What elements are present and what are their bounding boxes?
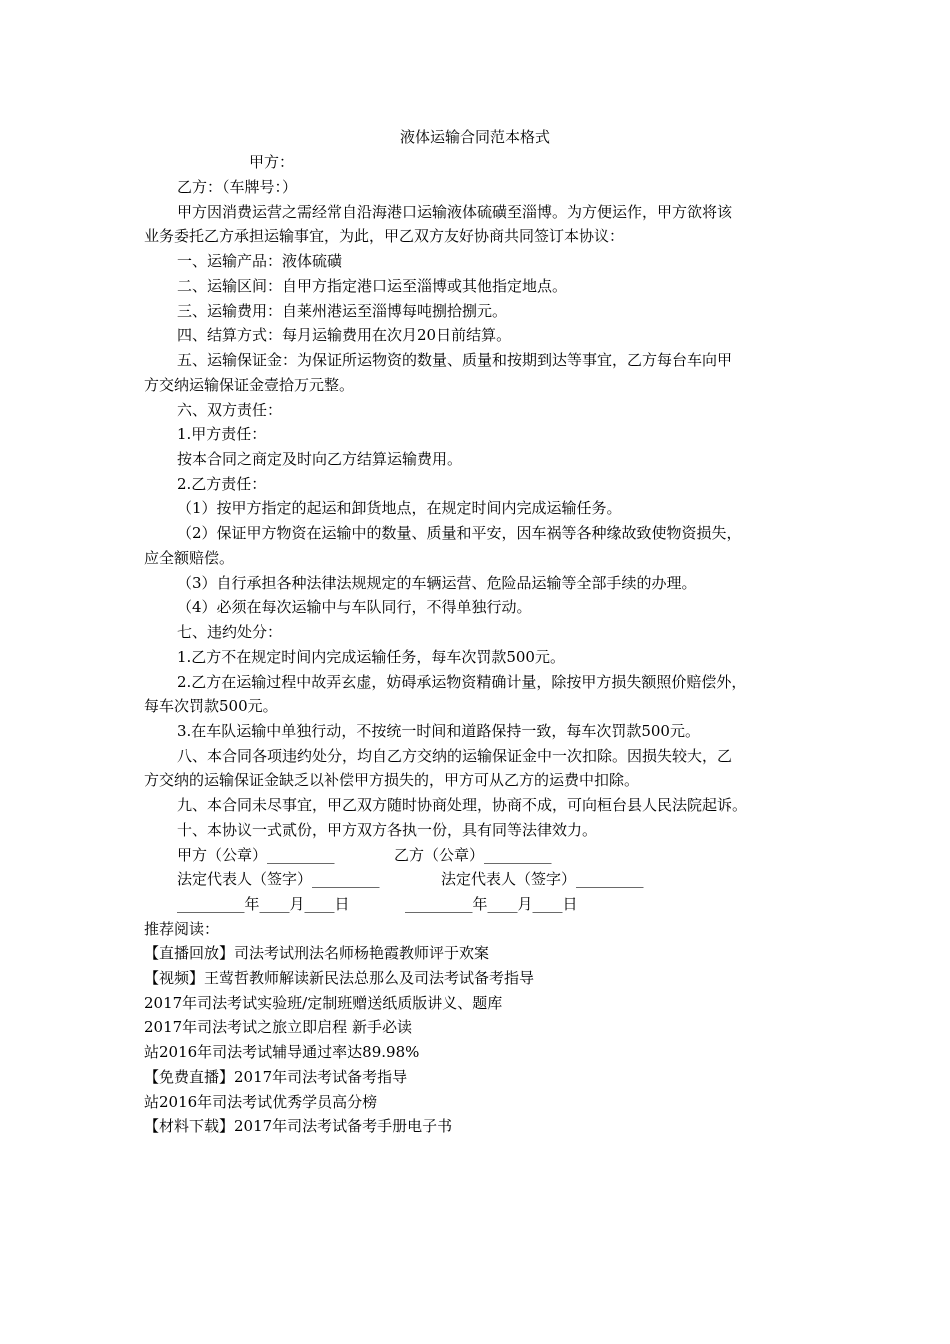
clause-2: 二、运输区间：自甲方指定港口运至淄博或其他指定地点。 (177, 277, 568, 295)
clause-6-b4: （4）必须在每次运输中与车队同行，不得单独行动。 (177, 598, 532, 616)
recommended-link[interactable]: 【免费直播】2017年司法考试备考指导 (144, 1068, 408, 1086)
clause-6-party-a: 1.甲方责任： (177, 425, 267, 443)
clause-10: 十、本协议一式贰份，甲方双方各执一份，具有同等法律效力。 (177, 821, 598, 839)
recommended-heading: 推荐阅读： (144, 920, 220, 938)
party-a-representative: 法定代表人（签字）_________ (177, 870, 380, 888)
document-title: 液体运输合同范本格式 (399, 128, 550, 146)
intro-line-1: 甲方因消费运营之需经常自沿海港口运输液体硫磺至淄博。为方便运作，甲方欲将该 (177, 203, 733, 221)
clause-7-2-line-1: 2.乙方在运输过程中故弄玄虚，妨碍承运物资精确计量，除按甲方损失额照价赔偿外， (177, 673, 747, 691)
clause-5-line-2: 方交纳运输保证金壹拾万元整。 (144, 376, 355, 394)
party-a-seal: 甲方（公章）_________ (177, 846, 335, 864)
clause-4: 四、结算方式：每月运输费用在次月20日前结算。 (177, 326, 512, 344)
recommended-link[interactable]: 2017年司法考试实验班/定制班赠送纸质版讲义、题库 (144, 994, 503, 1012)
party-a-date: _________年____月____日 (177, 895, 350, 913)
recommended-link[interactable]: 站2016年司法考试辅导通过率达89.98% (144, 1043, 420, 1061)
recommended-link[interactable]: 【视频】王莺哲教师解读新民法总那么及司法考试备考指导 (144, 969, 535, 987)
party-b-seal: 乙方（公章）_________ (394, 846, 552, 864)
clause-9: 九、本合同未尽事宜，甲乙双方随时协商处理，协商不成，可向桓台县人民法院起诉。 (177, 796, 748, 814)
recommended-link[interactable]: 2017年司法考试之旅立即启程 新手必读 (144, 1018, 412, 1036)
recommended-link[interactable]: 【材料下载】2017年司法考试备考手册电子书 (144, 1117, 453, 1135)
clause-8-line-1: 八、本合同各项违约处分，均自乙方交纳的运输保证金中一次扣除。因损失较大，乙 (177, 747, 733, 765)
clause-6-b3: （3）自行承担各种法律法规规定的车辆运营、危险品运输等全部手续的办理。 (177, 574, 697, 592)
clause-3: 三、运输费用：自莱州港运至淄博每吨捌拾捌元。 (177, 302, 508, 320)
clause-7-3: 3.在车队运输中单独行动，不按统一时间和道路保持一致，每车次罚款500元。 (177, 722, 700, 740)
clause-7-1: 1.乙方不在规定时间内完成运输任务，每车次罚款500元。 (177, 648, 565, 666)
clause-6-b2-line-1: （2）保证甲方物资在运输中的数量、质量和平安，因车祸等各种缘故致使物资损失， (177, 524, 742, 542)
clause-6-b2-line-2: 应全额赔偿。 (144, 549, 235, 567)
recommended-link[interactable]: 站2016年司法考试优秀学员高分榜 (144, 1093, 378, 1111)
clause-6-b1: （1）按甲方指定的起运和卸货地点，在规定时间内完成运输任务。 (177, 499, 622, 517)
recommended-link[interactable]: 【直播回放】司法考试刑法名师杨艳霞教师评于欢案 (144, 944, 490, 962)
clause-6: 六、双方责任： (177, 401, 283, 419)
representative-line (177, 869, 849, 889)
clause-1: 一、运输产品：液体硫磺 (177, 252, 343, 270)
seal-line (177, 845, 849, 865)
party-b-date: _________年____月____日 (405, 895, 578, 913)
clause-6-party-a-text: 按本合同之商定及时向乙方结算运输费用。 (177, 450, 463, 468)
party-b-line: 乙方：（车牌号：） (177, 178, 298, 196)
clause-8-line-2: 方交纳的运输保证金缺乏以补偿甲方损失的，甲方可从乙方的运费中扣除。 (144, 771, 640, 789)
intro-line-2: 业务委托乙方承担运输事宜，为此，甲乙双方友好协商共同签订本协议： (144, 227, 625, 245)
party-b-representative: 法定代表人（签字）_________ (441, 870, 644, 888)
clause-7: 七、违约处分： (177, 623, 283, 641)
clause-5-line-1: 五、运输保证金：为保证所运物资的数量、质量和按期到达等事宜，乙方每台车向甲 (177, 351, 733, 369)
clause-7-2-line-2: 每车次罚款500元。 (144, 697, 278, 715)
clause-6-party-b: 2.乙方责任： (177, 475, 267, 493)
date-line (177, 894, 849, 914)
party-a-line: 甲方： (249, 153, 295, 171)
